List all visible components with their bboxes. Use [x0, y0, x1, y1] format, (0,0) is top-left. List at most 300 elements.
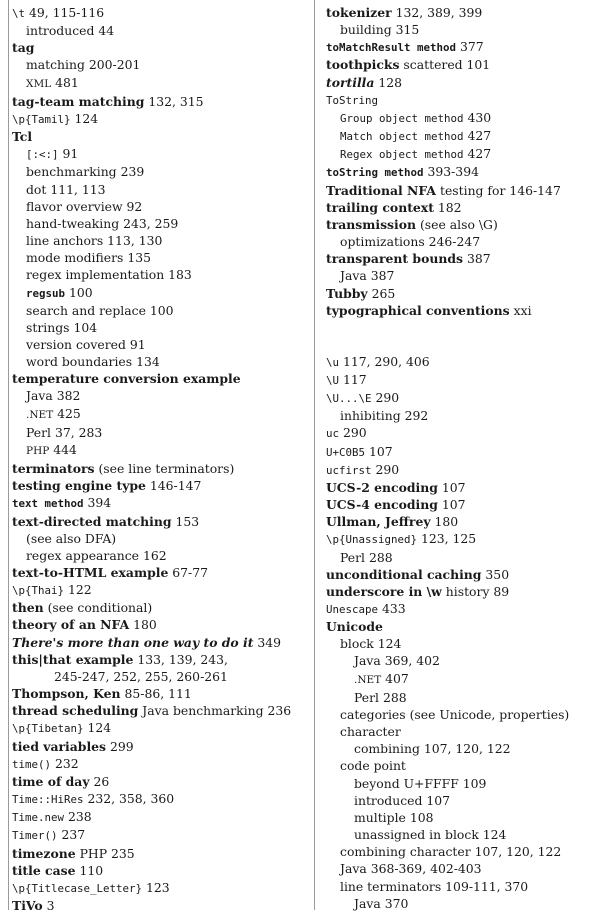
index-term: then	[12, 600, 44, 616]
index-entry	[326, 479, 594, 496]
index-term: .NET	[354, 673, 382, 686]
index-term: \t	[12, 7, 26, 20]
index-entry	[12, 738, 308, 755]
index-entry	[326, 670, 594, 689]
index-entry	[326, 109, 594, 127]
page-references: 245-247, 252, 255, 260-261	[54, 668, 228, 684]
page-references: 107	[426, 792, 451, 808]
index-column-right	[326, 4, 594, 912]
page-references: 117, 290, 406	[342, 353, 430, 369]
index-entry	[12, 302, 308, 319]
index-term: inhibiting	[340, 408, 401, 424]
index-entry	[326, 566, 594, 583]
index-term: line terminators	[340, 878, 442, 894]
index-term: regex implementation	[26, 267, 165, 283]
index-term: Group object method	[340, 111, 464, 125]
index-term: \u	[326, 355, 340, 369]
page-references: 162	[142, 547, 167, 563]
page-references: 107, 120, 122	[474, 844, 562, 860]
index-entry	[12, 319, 308, 336]
index-entry	[12, 790, 308, 808]
page-references: 246-247	[428, 234, 481, 250]
index-term: Perl	[26, 424, 51, 440]
index-term: Match object method	[340, 130, 464, 144]
page-references: (see conditional)	[47, 600, 153, 616]
index-term: text method	[12, 497, 84, 511]
index-term: Perl	[340, 549, 365, 565]
index-term: U+C0B5	[326, 445, 366, 459]
page-references: 387	[466, 251, 491, 267]
index-term: typographical conventions	[326, 302, 510, 318]
index-term: Regex object method	[340, 148, 464, 162]
index-entry	[326, 199, 594, 216]
index-entry	[326, 353, 594, 371]
index-term: unassigned in block	[354, 827, 479, 843]
page-references: 110	[79, 862, 104, 878]
page-references: 290	[375, 461, 400, 477]
index-term: search and replace	[26, 302, 146, 318]
page-references: 113, 130	[107, 233, 163, 249]
page-references: 288	[382, 689, 407, 705]
index-entry	[12, 599, 308, 616]
page-references: 104	[73, 319, 98, 335]
index-term: text-directed matching	[12, 513, 172, 529]
page-references: Java benchmarking 236	[142, 703, 292, 719]
index-entry	[326, 843, 594, 860]
index-term: Java	[340, 861, 367, 877]
index-entry	[12, 22, 308, 39]
index-entry	[12, 755, 308, 773]
index-entry	[326, 775, 594, 792]
index-term: ToString	[326, 93, 379, 107]
page-references: 124	[74, 110, 99, 126]
index-term: theory of an NFA	[12, 617, 130, 633]
index-entry	[326, 860, 594, 877]
index-term: Timer()	[12, 829, 58, 843]
page-references: 100	[149, 302, 174, 318]
index-term: introduced	[354, 792, 423, 808]
page-references: 433	[381, 601, 406, 616]
index-entry	[12, 215, 308, 232]
page-references: 134	[136, 354, 160, 370]
index-term: categories	[340, 706, 406, 722]
page-references: 153	[175, 513, 200, 529]
page-references: 124	[87, 720, 112, 736]
page-references: 243, 259	[123, 215, 179, 231]
index-term: \p{Tamil}	[12, 112, 71, 126]
index-term: \p{Tibetan}	[12, 722, 84, 736]
page-references: history 89	[445, 583, 510, 599]
index-entry	[326, 4, 594, 21]
index-entry	[326, 56, 594, 73]
index-entry	[12, 441, 308, 460]
page-references: 107	[368, 443, 393, 459]
page-references: 44	[98, 23, 115, 39]
page-references: 92	[126, 198, 143, 214]
page-references: (see also \G)	[419, 216, 498, 232]
page-references: 427	[467, 146, 492, 162]
index-term: UCS-4 encoding	[326, 497, 438, 513]
index-term: \p{Titlecase_Letter}	[12, 881, 143, 895]
index-term: \U	[326, 373, 340, 387]
index-entry	[12, 145, 308, 163]
index-entry	[326, 302, 594, 319]
index-term: (see also DFA)	[26, 530, 117, 546]
page-references: PHP 235	[79, 845, 135, 861]
page-references: 107	[441, 479, 466, 495]
index-term: word boundaries	[26, 354, 133, 370]
page-references: 133, 139, 243,	[137, 651, 228, 667]
index-term: title case	[12, 862, 76, 878]
index-term: unconditional caching	[326, 566, 482, 582]
page-references: 123	[145, 879, 170, 895]
index-entry	[12, 39, 308, 56]
page-references: 123, 125	[420, 531, 477, 547]
page-references: 232, 358, 360	[87, 791, 175, 807]
page-references: (see line terminators)	[98, 461, 235, 477]
page-references: 232	[54, 755, 79, 771]
column-divider-rule	[314, 0, 315, 910]
index-term: testing engine type	[12, 478, 146, 494]
index-term: Time::HiRes	[12, 793, 84, 807]
index-entry	[326, 618, 594, 635]
page-references: 425	[57, 405, 81, 421]
page-references: 237	[61, 827, 86, 843]
index-term: UCS-2 encoding	[326, 479, 438, 495]
page-references: 122	[67, 582, 92, 598]
index-entry	[326, 250, 594, 267]
index-term: transparent bounds	[326, 251, 463, 267]
index-entry	[12, 862, 308, 879]
index-entry	[326, 723, 594, 740]
index-term: multiple	[354, 809, 406, 825]
page-references: 430	[467, 109, 492, 125]
index-entry	[326, 809, 594, 826]
page-references: 37, 283	[54, 424, 103, 440]
index-entry	[326, 74, 594, 91]
index-entry	[326, 826, 594, 843]
index-term: Java	[354, 895, 381, 911]
page-references: 49, 115-116	[28, 5, 105, 20]
page-references: 124	[482, 827, 507, 843]
index-term: code point	[340, 758, 406, 774]
index-entry	[12, 581, 308, 599]
index-entry	[12, 513, 308, 530]
page-references: 299	[109, 738, 134, 754]
index-term: optimizations	[340, 234, 425, 250]
page-references: 369, 402	[384, 653, 440, 669]
index-entry	[326, 600, 594, 618]
index-term: Unescape	[326, 603, 379, 616]
index-entry	[12, 616, 308, 633]
index-term: time()	[12, 757, 52, 771]
index-term: Java	[26, 388, 53, 404]
index-term: There's more than one way to do it	[12, 634, 254, 650]
index-entry	[12, 651, 308, 668]
index-entry	[12, 93, 308, 110]
page-references: 180	[133, 617, 157, 633]
page-references: (see Unicode, properties)	[409, 706, 570, 722]
letter-section-gap	[326, 319, 594, 353]
index-term: uc	[326, 427, 340, 441]
page-references: 382	[56, 388, 81, 404]
index-entry	[12, 719, 308, 737]
page-references: scattered 101	[403, 57, 491, 73]
index-term: version covered	[26, 336, 126, 352]
index-term: thread scheduling	[12, 703, 139, 719]
index-entry	[12, 232, 308, 249]
index-entry	[12, 370, 308, 387]
index-term: beyond U+FFFF	[354, 775, 459, 791]
page-references: 26	[93, 773, 110, 789]
page-references: 128	[378, 74, 402, 90]
index-entry	[326, 513, 594, 530]
index-entry	[326, 285, 594, 302]
index-term: flavor overview	[26, 198, 123, 214]
index-entry	[12, 284, 308, 302]
index-entry	[326, 895, 594, 912]
index-entry	[326, 38, 594, 56]
page-references: 377	[459, 39, 484, 55]
index-entry	[12, 808, 308, 826]
page-references: 109	[462, 775, 487, 791]
page-references: 91	[129, 336, 146, 352]
index-term: toothpicks	[326, 57, 400, 73]
page-references: testing for 146-147	[439, 182, 561, 198]
index-entry	[12, 634, 308, 651]
index-term: matching	[26, 57, 85, 73]
index-term: Tcl	[12, 129, 33, 145]
index-entry	[12, 110, 308, 128]
page-references: 407	[385, 670, 409, 686]
index-entry	[326, 424, 594, 442]
index-entry	[326, 740, 594, 757]
index-term: \p{Thai}	[12, 584, 65, 598]
page-references: 107	[441, 497, 466, 513]
index-entry	[326, 583, 594, 600]
page-references: 132, 389, 399	[395, 5, 483, 20]
index-entry	[12, 405, 308, 424]
page-references: 132, 315	[148, 93, 204, 109]
index-term: Java	[354, 653, 381, 669]
index-term: tokenizer	[326, 5, 392, 20]
index-entry	[12, 685, 308, 702]
page-references: 85-86, 111	[124, 686, 192, 702]
page-references: xxi	[513, 302, 532, 318]
index-term: ucfirst	[326, 463, 372, 477]
page-references: 350	[485, 566, 510, 582]
index-entry	[326, 443, 594, 461]
index-term: Thompson, Ken	[12, 686, 121, 702]
left-margin-rule	[8, 0, 9, 910]
index-entry	[326, 216, 594, 233]
page-references: 394	[87, 495, 112, 511]
page-references: 117	[342, 371, 367, 387]
index-term: combining	[354, 741, 420, 757]
index-term: terminators	[12, 461, 95, 477]
index-entry	[12, 74, 308, 93]
page-references: 183	[168, 267, 192, 283]
index-term: time of day	[12, 773, 90, 789]
page-references: 288	[368, 549, 393, 565]
index-entry	[326, 496, 594, 513]
index-entry	[12, 249, 308, 266]
page-references: 100	[68, 284, 93, 300]
page-references: 124	[377, 636, 402, 652]
index-term: building	[340, 22, 392, 38]
index-term: mode modifiers	[26, 250, 124, 266]
index-entry	[326, 182, 594, 199]
index-entry	[326, 792, 594, 809]
index-entry	[12, 564, 308, 581]
page-references: 108	[409, 809, 434, 825]
index-entry	[326, 530, 594, 548]
page-references: 387	[370, 268, 395, 284]
index-entry	[12, 56, 308, 73]
index-term: tag-team matching	[12, 93, 145, 109]
index-entry	[12, 547, 308, 564]
page-references: 370	[384, 895, 409, 911]
index-entry	[12, 826, 308, 844]
page-references: 111, 113	[50, 181, 106, 197]
index-term: Tubby	[326, 285, 368, 301]
index-entry	[326, 267, 594, 284]
page-references: 200-201	[88, 57, 141, 73]
index-term: Time.new	[12, 811, 65, 825]
index-entry	[326, 21, 594, 38]
index-entry	[326, 635, 594, 652]
index-column-left	[12, 4, 308, 914]
index-term: temperature conversion example	[12, 371, 241, 387]
index-term: trailing context	[326, 199, 434, 215]
index-term: \U...\E	[326, 392, 372, 406]
page-references: 239	[120, 164, 145, 180]
index-term: Perl	[354, 689, 379, 705]
page-references: 135	[127, 250, 152, 266]
page-references: 109-111, 370	[445, 878, 529, 894]
index-entry	[326, 127, 594, 145]
index-entry	[326, 233, 594, 250]
index-term: [:<:]	[26, 148, 59, 162]
index-entry	[326, 407, 594, 424]
index-term: dot	[26, 181, 47, 197]
index-entry	[12, 494, 308, 512]
index-term: Ullman, Jeffrey	[326, 514, 431, 530]
index-term: hand-tweaking	[26, 215, 120, 231]
index-entry	[12, 181, 308, 198]
index-entry	[12, 128, 308, 145]
index-term: introduced	[26, 23, 95, 39]
index-entry	[12, 845, 308, 862]
index-term: line anchors	[26, 233, 104, 249]
index-term: toString method	[326, 166, 424, 180]
index-term: Unicode	[326, 619, 383, 635]
index-entry	[12, 424, 308, 441]
index-entry	[12, 266, 308, 283]
page-references: 290	[375, 390, 400, 406]
index-entry	[12, 879, 308, 897]
index-term: TiVo	[12, 897, 43, 913]
index-entry	[12, 477, 308, 494]
index-entry	[326, 163, 594, 181]
index-term: combining character	[340, 844, 471, 860]
page-references: 3	[46, 897, 55, 913]
index-term: text-to-HTML example	[12, 565, 169, 580]
index-entry	[12, 387, 308, 404]
index-term: regex appearance	[26, 547, 139, 563]
index-term: tag	[12, 40, 35, 56]
page-references: 349	[257, 634, 282, 650]
index-entry	[12, 897, 308, 914]
index-entry	[12, 336, 308, 353]
index-entry	[326, 689, 594, 706]
page-references: 265	[371, 285, 396, 301]
page-references: 368-369, 402-403	[370, 861, 482, 877]
index-term: toMatchResult method	[326, 41, 457, 55]
page-references: 292	[404, 408, 429, 424]
index-term: block	[340, 636, 374, 652]
index-entry	[12, 460, 308, 477]
index-term: XML	[26, 77, 52, 90]
index-entry	[12, 702, 308, 719]
index-term: this|that example	[12, 651, 134, 667]
index-term: Traditional NFA	[326, 182, 437, 198]
index-entry	[326, 371, 594, 389]
page-references: 481	[55, 74, 79, 90]
index-entry	[12, 4, 308, 22]
index-entry	[12, 668, 308, 685]
page-references: 67-77	[172, 565, 209, 580]
index-entry	[326, 389, 594, 407]
page-references: 290	[342, 425, 367, 441]
index-entry	[326, 91, 594, 109]
page-references: 91	[62, 146, 79, 162]
index-term: tied variables	[12, 738, 107, 754]
index-entry	[12, 198, 308, 215]
index-term: timezone	[12, 845, 76, 861]
page-references: 180	[434, 514, 459, 530]
index-entry	[12, 163, 308, 180]
index-entry	[12, 353, 308, 370]
index-entry	[326, 757, 594, 774]
index-entry	[326, 878, 594, 895]
index-term: Java	[340, 268, 367, 284]
index-term: regsub	[26, 286, 66, 300]
page-references: 107, 120, 122	[423, 741, 511, 757]
page-references: 146-147	[149, 478, 202, 494]
index-term: PHP	[26, 444, 50, 457]
index-term: .NET	[26, 408, 54, 421]
index-term: strings	[26, 319, 70, 335]
page-references: 315	[395, 22, 420, 38]
index-entry	[326, 706, 594, 723]
page-references: 238	[67, 809, 92, 825]
index-entry	[12, 530, 308, 547]
index-term: transmission	[326, 216, 417, 232]
index-entry	[326, 652, 594, 669]
page-references: 444	[53, 441, 77, 457]
index-term: \p{Unassigned}	[326, 533, 418, 547]
page-references: 182	[437, 199, 462, 215]
page-references: 427	[467, 128, 492, 144]
index-entry	[326, 461, 594, 479]
index-entry	[326, 145, 594, 163]
index-entry	[326, 549, 594, 566]
page-references: 393-394	[427, 164, 479, 180]
index-term: tortilla	[326, 74, 375, 90]
index-term: character	[340, 724, 401, 740]
index-term: benchmarking	[26, 164, 117, 180]
